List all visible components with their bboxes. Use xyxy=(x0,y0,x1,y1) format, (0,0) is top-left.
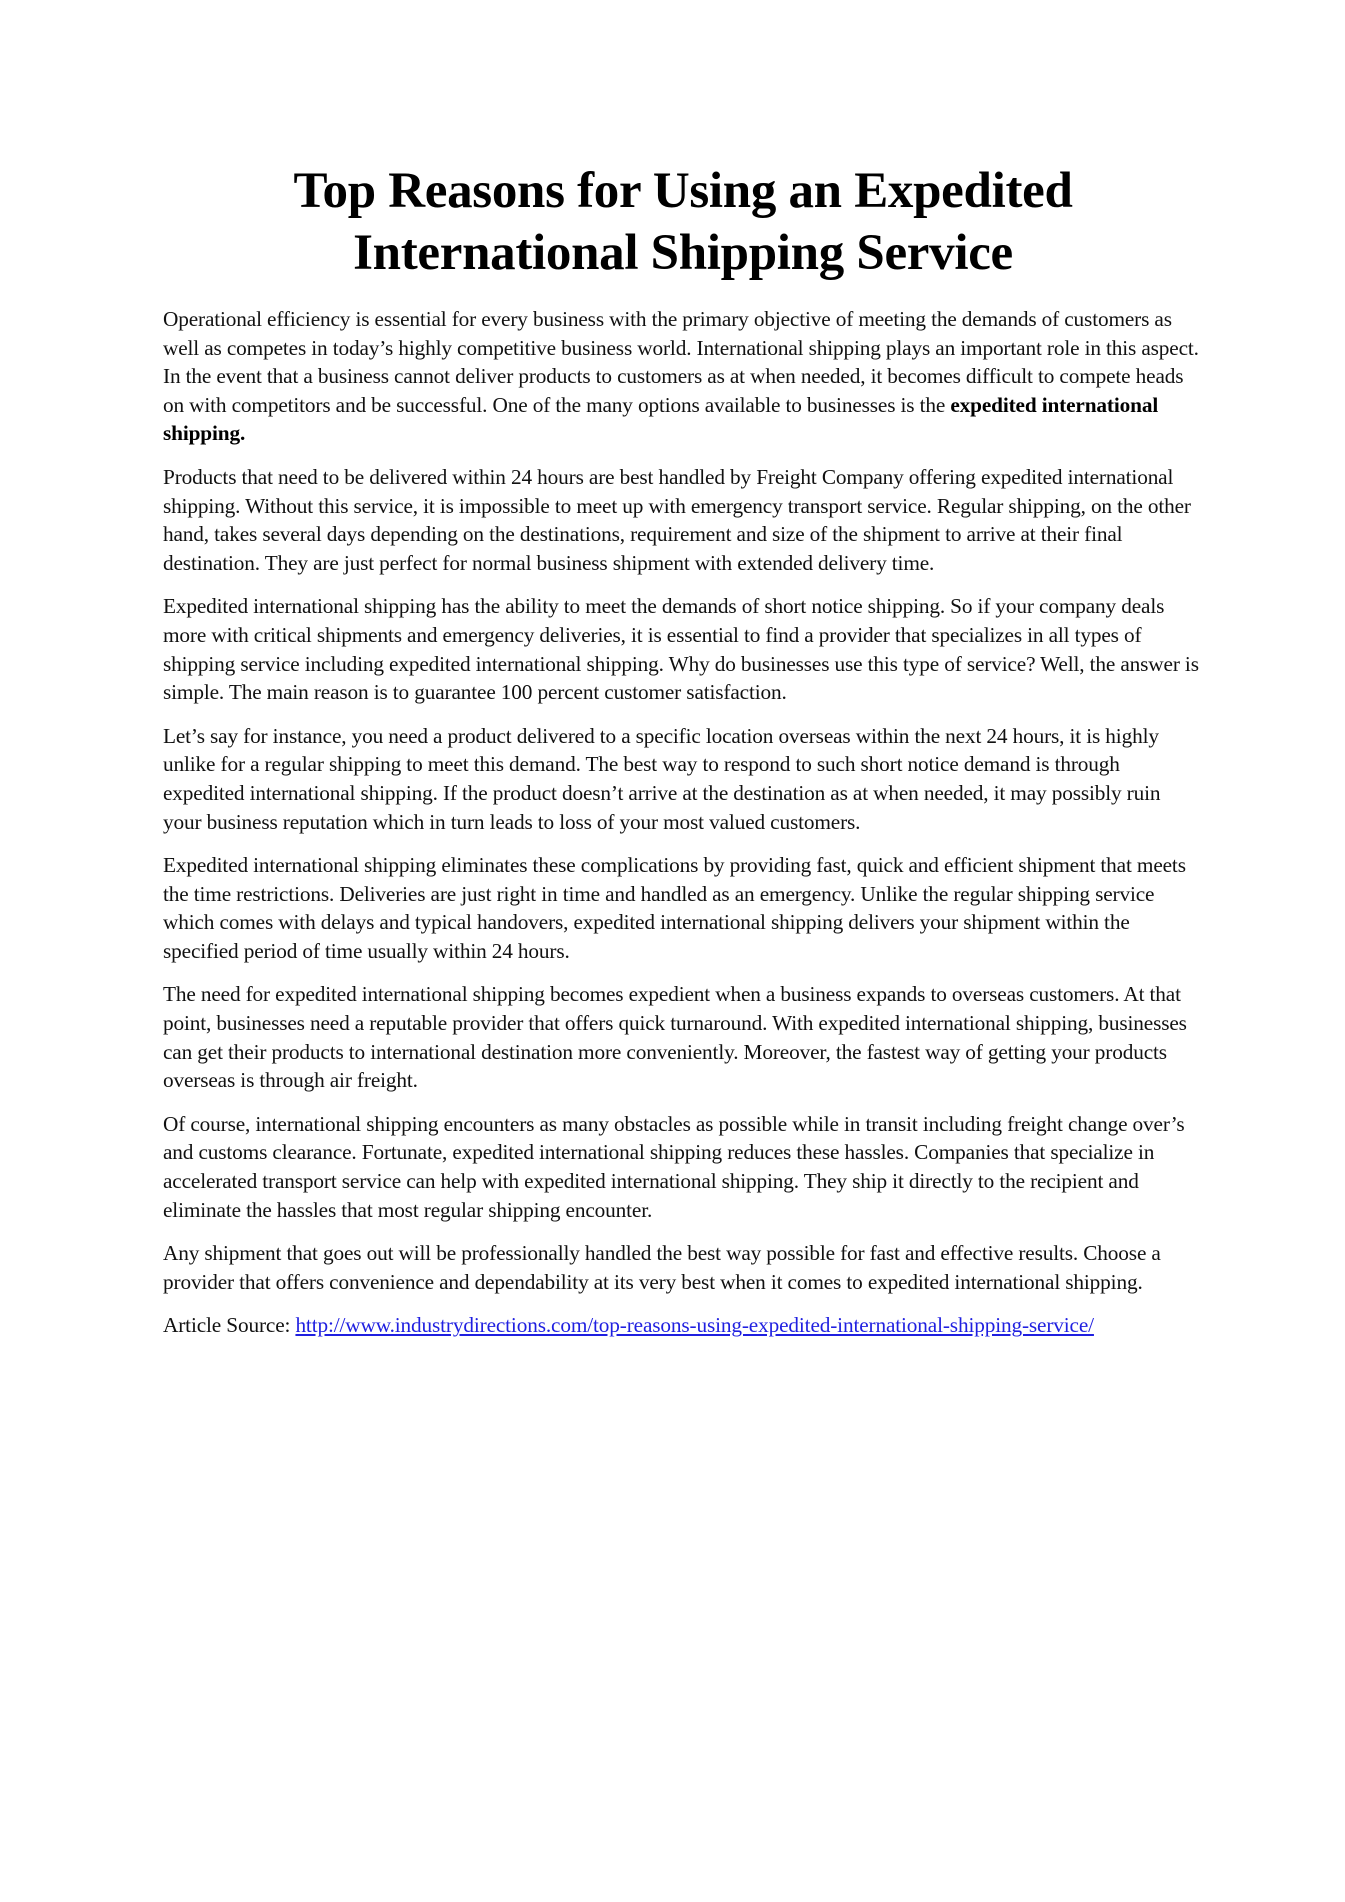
paragraph-text: Operational efficiency is essential for every business with the primary objective of meeting the demands of customers as well as competes in today’s highly competitive business world. International shipping plays an important role in this aspect. In the event that a business cannot deliver products to customers as at when needed, it becomes difficult to compete heads on with competitors and be successful. One of the many options available to businesses is the xyxy=(163,307,1199,417)
paragraph-short-notice: Expedited international shipping has the ability to meet the demands of short notice shipping. So if your company deals more with critical shipments and emergency deliveries, it is essential to find a provider that specializes in all types of shipping service including expedited international shipping. Why do businesses use this type of service? Well, the answer is simple. The main reason is to guarantee 100 percent customer satisfaction. xyxy=(163,594,1199,705)
document-title: Top Reasons for Using an Expedited International Shipping Service xyxy=(293,163,1073,281)
article-source xyxy=(163,1311,1203,1340)
paragraph-conclusion: Any shipment that goes out will be professionally handled the best way possible for fast and effective results. Choose a provider that offers convenience and dependability at its very best when it comes to expedited international shipping. xyxy=(163,1241,1161,1294)
article-source-label: Article Source: xyxy=(163,1313,296,1338)
paragraph-obstacles: Of course, international shipping encounters as many obstacles as possible while in transit including freight change over’s and customs clearance. Fortunate, expedited international shipping reduces these hassles. Companies that specialize in accelerated transport service can help with expedited international shipping. They ship it directly to the recipient and eliminate the hassles that most regular shipping encounter. xyxy=(163,1111,1185,1222)
paragraph-24-hour-delivery: Products that need to be delivered within 24 hours are best handled by Freight Company offering expedited international shipping. Without this service, it is impossible to meet up with emergency transport service. Regular shipping, on the other hand, takes several days depending on the destinations, requirement and size of the shipment to arrive at their final destination. They are just perfect for normal business shipment with extended delivery time. xyxy=(163,464,1191,575)
article-source-link[interactable]: http://www.industrydirections.com/top-reasons-using-expedited-international-shipping-service/ xyxy=(295,1313,1094,1338)
paragraph-intro xyxy=(163,305,1203,448)
paragraph-instance-example: Let’s say for instance, you need a product delivered to a specific location overseas within the next 24 hours, it is highly unlike for a regular shipping to meet this demand. The best way to respond to such short notice demand is through expedited international shipping. If the product doesn’t arrive at the destination as at when needed, it may possibly ruin your business reputation which in turn leads to loss of your most valued customers. xyxy=(163,723,1161,834)
paragraph-overseas-expansion: The need for expedited international shipping becomes expedient when a business expands to overseas customers. At that point, businesses need a reputable provider that offers quick turnaround. With expedited international shipping, businesses can get their products to international destination more conveniently. Moreover, the fastest way of getting your products overseas is through air freight. xyxy=(163,982,1187,1093)
paragraph-eliminates-complications: Expedited international shipping eliminates these complications by providing fast, quick and efficient shipment that meets the time restrictions. Deliveries are just right in time and handled as an emergency. Unlike the regular shipping service which comes with delays and typical handovers, expedited international shipping delivers your shipment within the specified period of time usually within 24 hours. xyxy=(163,853,1186,963)
bold-emphasis: expedited international shipping. xyxy=(163,392,1159,446)
document-page xyxy=(163,160,1203,1355)
